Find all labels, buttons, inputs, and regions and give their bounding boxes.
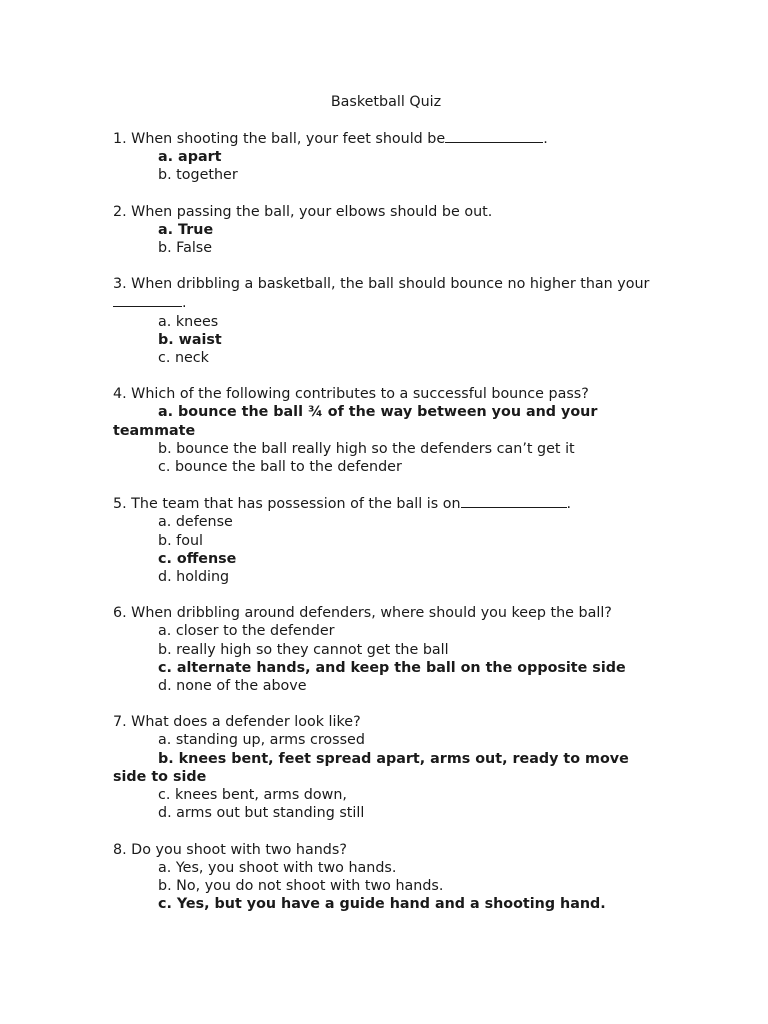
answer-option: b. foul: [158, 532, 203, 549]
answer-option-correct: c. Yes, but you have a guide hand and a shooting hand.: [158, 896, 606, 913]
question-stem: 8. Do you shoot with two hands?: [113, 841, 347, 858]
answer-option: d. arms out but standing still: [158, 805, 365, 822]
question: [113, 494, 658, 586]
question-stem: 5. The team that has possession of the ball is on .: [113, 496, 572, 513]
page-title: Basketball Quiz: [330, 94, 442, 110]
answer-option-correct: c. alternate hands, and keep the ball on the opposite side: [158, 659, 626, 676]
answer-option-correct: a. apart: [158, 149, 222, 166]
question-stem: 3. When dribbling a basketball, the ball should bounce no higher than your .: [113, 276, 650, 312]
answer-option-correct: c. offense: [158, 550, 237, 567]
answer-option: d. holding: [158, 569, 230, 586]
question-list: [113, 129, 658, 931]
question-stem: 2. When passing the ball, your elbows should be out.: [113, 203, 493, 220]
answer-option-correct: b. knees bent, feet spread apart, arms out, ready to move side to side: [113, 750, 629, 785]
question: [113, 713, 658, 822]
answer-option: a. closer to the defender: [158, 623, 335, 640]
answer-option: b. bounce the ball really high so the defenders can’t get it: [158, 440, 575, 457]
question-stem: 4. Which of the following contributes to a successful bounce pass?: [113, 386, 589, 403]
answer-blank: [445, 129, 543, 143]
answer-blank: [113, 293, 182, 307]
question: [113, 275, 658, 367]
answer-option: c. knees bent, arms down,: [158, 787, 347, 804]
answer-option-correct: a. True: [158, 221, 214, 238]
answer-option: b. really high so they cannot get the ball: [158, 641, 449, 658]
question-stem: 6. When dribbling around defenders, where should you keep the ball?: [113, 605, 612, 622]
answer-option: a. standing up, arms crossed: [158, 732, 365, 749]
question: [113, 129, 658, 185]
question: [113, 203, 658, 258]
answer-option: c. neck: [158, 350, 209, 367]
answer-option: a. knees: [158, 313, 219, 330]
question-stem: 1. When shooting the ball, your feet should be .: [113, 131, 548, 147]
answer-option: c. bounce the ball to the defender: [158, 459, 402, 476]
answer-option: a. defense: [158, 514, 233, 531]
question: [113, 604, 658, 695]
question: [113, 841, 658, 914]
answer-option: b. False: [158, 240, 213, 257]
answer-option: b. together: [158, 167, 238, 184]
answer-option: b. No, you do not shoot with two hands.: [158, 877, 444, 894]
answer-option-correct: a. bounce the ball ¾ of the way between you and your teammate: [113, 404, 598, 439]
answer-option-correct: b. waist: [158, 331, 222, 348]
answer-option: a. Yes, you shoot with two hands.: [158, 859, 397, 876]
question: [113, 385, 658, 476]
question-stem: 7. What does a defender look like?: [113, 714, 361, 731]
answer-blank: [461, 494, 567, 508]
answer-option: d. none of the above: [158, 678, 307, 695]
